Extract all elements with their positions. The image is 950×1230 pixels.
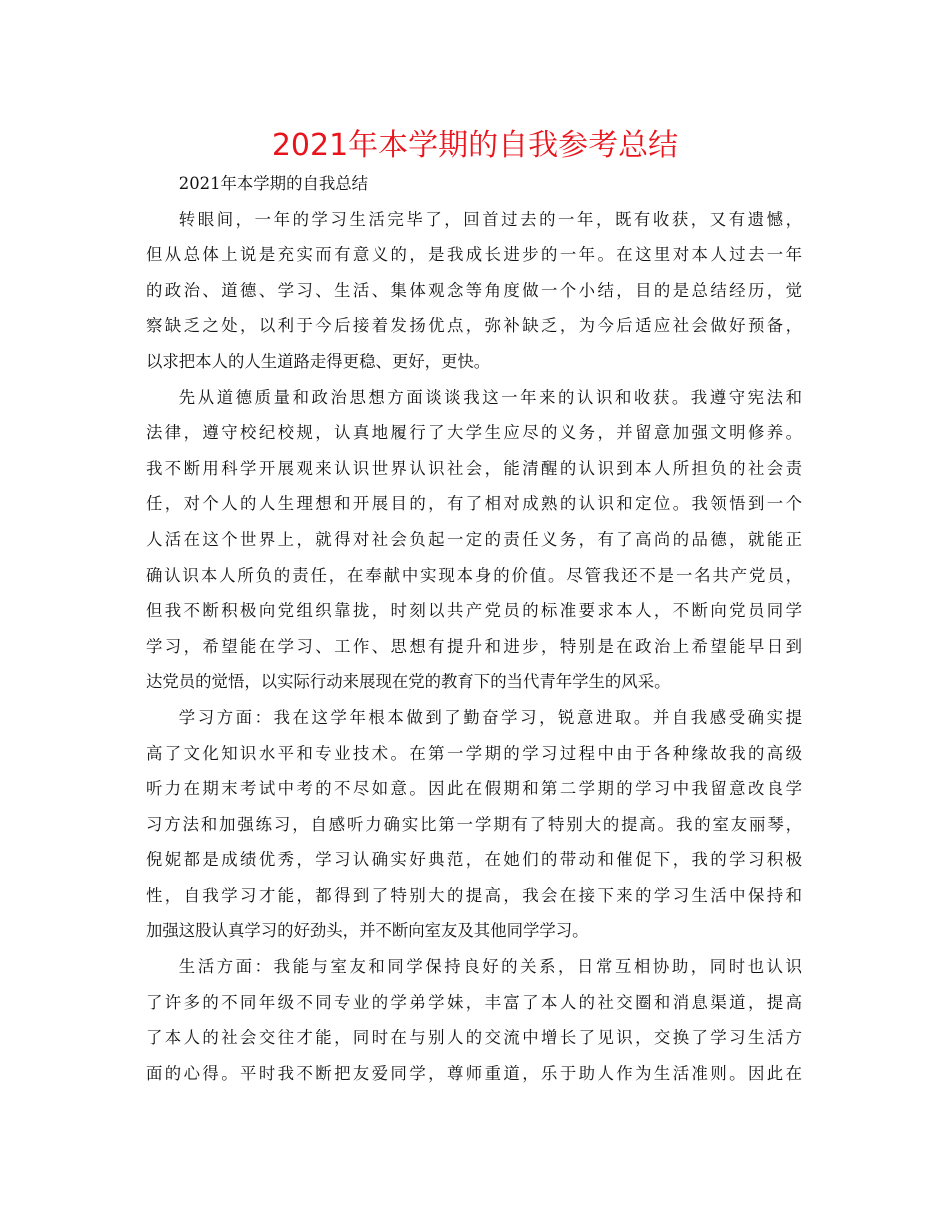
paragraph-line: 学习方面：我在这学年根本做到了勤奋学习，锐意进取。并自我感受确实提 bbox=[178, 707, 802, 727]
paragraph-line: 我不断用科学开展观来认识世界认识社会，能清醒的认识到本人所担负的社会责 bbox=[146, 458, 802, 478]
paragraph-line: 以求把本人的人生道路走得更稳、更好，更快。 bbox=[146, 351, 491, 371]
document-subtitle: 2021年本学期的自我总结 bbox=[178, 174, 369, 193]
paragraph-intro bbox=[146, 202, 802, 380]
paragraph-line: 转眼间，一年的学习生活完毕了，回首过去的一年，既有收获，又有遗憾， bbox=[178, 209, 802, 229]
document-body bbox=[146, 166, 802, 1091]
paragraph-line: 面的心得。平时我不断把友爱同学，尊师重道，乐于助人作为生活准则。因此在 bbox=[146, 1063, 802, 1083]
paragraph-study bbox=[146, 700, 802, 949]
paragraph-line: 确认识本人所负的责任，在奉献中实现本身的价值。尽管我还不是一名共产党员， bbox=[146, 565, 802, 585]
paragraph-line: 生活方面：我能与室友和同学保持良好的关系，日常互相协助，同时也认识 bbox=[178, 957, 802, 977]
paragraph-line: 习方法和加强练习，自感听力确实比第一学期有了特别大的提高。我的室友丽琴， bbox=[146, 814, 802, 834]
paragraph-line: 人活在这个世界上，就得对社会负起一定的责任义务，有了高尚的品德，就能正 bbox=[146, 529, 802, 549]
paragraph-line: 了许多的不同年级不同专业的学弟学妹，丰富了本人的社交圈和消息渠道，提高 bbox=[146, 992, 802, 1012]
paragraph-line: 先从道德质量和政治思想方面谈谈我这一年来的认识和收获。我遵守宪法和 bbox=[178, 387, 802, 407]
paragraph-line: 了本人的社会交往才能，同时在与别人的交流中增长了见识，交换了学习生活方 bbox=[146, 1028, 802, 1048]
paragraph-line: 高了文化知识水平和专业技术。在第一学期的学习过程中由于各种缘故我的高级 bbox=[146, 743, 802, 763]
paragraph-life bbox=[146, 949, 802, 1091]
paragraph-morality bbox=[146, 380, 802, 700]
paragraph-line: 的政治、道德、学习、生活、集体观念等角度做一个小结，目的是总结经历，觉 bbox=[146, 280, 802, 300]
paragraph-line: 任，对个人的人生理想和开展目的，有了相对成熟的认识和定位。我领悟到一个 bbox=[146, 494, 802, 514]
paragraph-line: 学习，希望能在学习、工作、思想有提升和进步，特别是在政治上希望能早日到 bbox=[146, 636, 802, 656]
paragraph-line: 达党员的觉悟，以实际行动来展现在党的教育下的当代青年学生的风采。 bbox=[146, 672, 671, 692]
paragraph-line: 但从总体上说是充实而有意义的，是我成长进步的一年。在这里对本人过去一年 bbox=[146, 245, 802, 265]
paragraph-line: 倪妮都是成绩优秀，学习认确实好典范，在她们的带动和催促下，我的学习积极 bbox=[146, 850, 802, 870]
paragraph-line: 加强这股认真学习的好劲头，并不断向室友及其他同学学习。 bbox=[146, 921, 589, 941]
paragraph-line: 性，自我学习才能，都得到了特别大的提高，我会在接下来的学习生活中保持和 bbox=[146, 885, 802, 905]
paragraph-line: 但我不断积极向党组织靠拢，时刻以共产党员的标准要求本人，不断向党员同学 bbox=[146, 601, 802, 621]
document-title: 2021年本学期的自我参考总结 bbox=[271, 128, 679, 163]
paragraph-line: 察缺乏之处，以利于今后接着发扬优点，弥补缺乏，为今后适应社会做好预备， bbox=[146, 316, 802, 336]
paragraph-line: 听力在期末考试中考的不尽如意。因此在假期和第二学期的学习中我留意改良学 bbox=[146, 779, 802, 799]
paragraph-line: 法律，遵守校纪校规，认真地履行了大学生应尽的义务，并留意加强文明修养。 bbox=[146, 423, 802, 443]
